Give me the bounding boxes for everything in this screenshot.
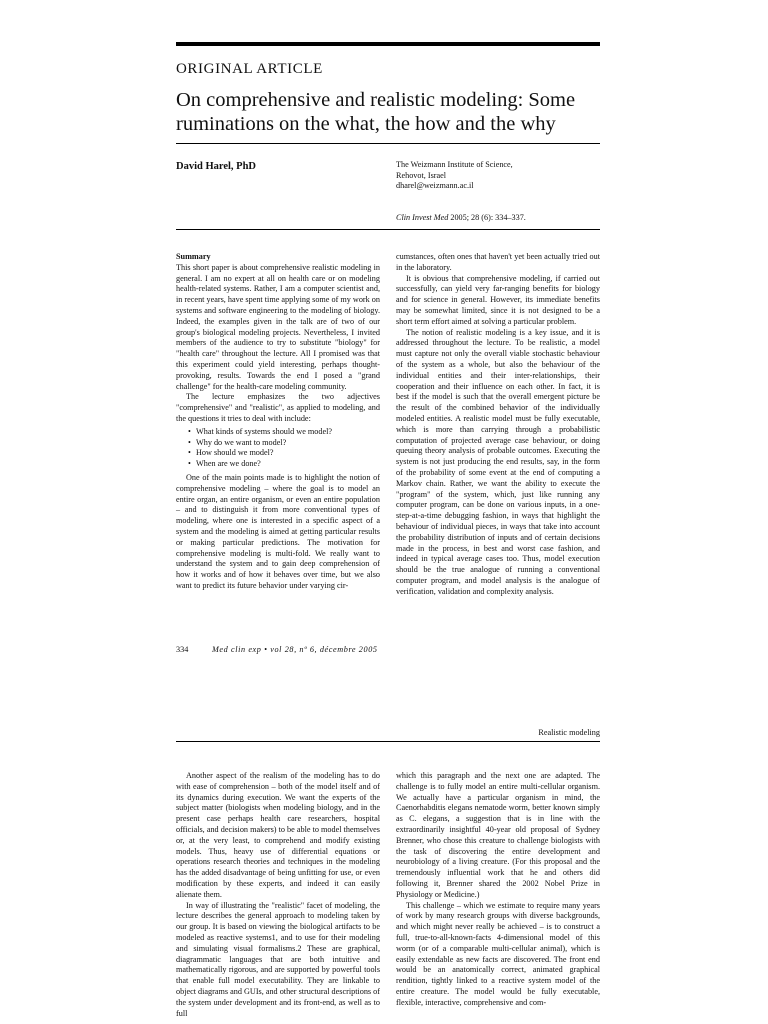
- body-paragraph: The lecture emphasizes the two adjectives "comprehensive" and "realistic", as applied to modeling, and the questions it tries to deal with include:: [176, 392, 380, 423]
- header-rule: [176, 229, 600, 230]
- journal-issue: Med clin exp • vol 28, nº 6, décembre 2005: [212, 645, 378, 654]
- body-paragraph: which this paragraph and the next one are adapted. The challenge is to fully model an entire multi-cellular organism. We actually have a particular organism in mind, the Caenorhabditis elegans nematode worm, better known simply as C. elegans, a suggestion that is in line with the extraordinarily insightful 40-year old proposal of Sydney Brenner, who chose this creature to challenge biologists with the task of discovering the entire development and neurobiology of a living creature. (For this proposal and the tremendously influential work that he and others did following it, Brenner shared the 2002 Nobel Prize in Physiology or Medicine.): [396, 771, 600, 899]
- list-item: • When are we done?: [188, 459, 380, 470]
- body-paragraph: In way of illustrating the "realistic" facet of modeling, the lecture describes the general approach to modeling taken by our group. It is based on viewing the biological artifacts to be modeled as reactive systems1, and to use for their modeling and simulating visual formalisms.2 These are graphical, diagrammatic languages that are both intuitive and mathematically rigorous, and are supported by powerful tools that enable full model executability. They are linkable to object diagrams and GUIs, and other structural descriptions of the system under development and its front-end, as well as to full: [176, 900, 380, 1018]
- running-head: Realistic modeling: [538, 728, 600, 737]
- body-paragraph: This challenge – which we estimate to require many years of work by many research groups with diverse backgrounds, and which might never really be achieved – is to construct a full, true-to-all-known-facts 4-dimensional model of this worm (or of a comparable multi-cellular animal), which is easily extendable as new facts are discovered. The front end would be an anatomically correct, animated graphical rendition, tightly linked to a reactive system model of the entire creature. The model would be fully executable, flexible, interactive, comprehensive and com-: [396, 900, 600, 1007]
- running-head-rule: [176, 741, 600, 742]
- page1-right-column: [396, 252, 600, 598]
- list-item: • Why do we want to model?: [188, 438, 380, 449]
- citation: [396, 213, 526, 222]
- page1-left-column: [176, 252, 380, 592]
- summary-heading: Summary: [176, 252, 211, 261]
- body-paragraph: It is obvious that comprehensive modeling, if carried out successfully, can yield very far-ranging benefits for biology and for science in general. However, its immediate benefits may be somewhat limited, since it is not designed to be a short term effort aimed at solving a particular problem.: [396, 273, 600, 326]
- page-number: 334: [176, 645, 189, 654]
- questions-list: [188, 427, 380, 470]
- list-item: • What kinds of systems should we model?: [188, 427, 380, 438]
- affiliation-line: The Weizmann Institute of Science,: [396, 160, 513, 169]
- body-paragraph: cumstances, often ones that haven't yet been actually tried out in the laboratory.: [396, 252, 600, 272]
- body-paragraph: The notion of realistic modeling is a key issue, and it is addressed throughout the lecture. To be realistic, a model must capture not only the overall viable stochastic behaviour of the system as a whole, but also the behaviour of the individual entities and their inter-relationships, their cooperation and their influence on each other. In fact, it is best if the model is such that the overall emergent picture be the result of the combined behavior of the individually modeled entities. A realistic model must be fully executable, which is more than carrying through a probabilistic computation of projected average case behaviour, or doing queuing theory analysis of probable outcomes. Executing the system is not just producing the end results, say, in the form of the probability of some event at the end of computing a Markov chain. Rather, we want the ability to execute the "program" of the system, which, just like running any computer program, can be done on various inputs, in a one-step-at-a-time debugging fashion, in ways that highlight the behaviour of individual pieces, in ways that take into account the probability distribution of inputs and of certain decisions made in the process, in best and worst case fashion, and indeed in typical average cases too. Thus, model execution should be the true analogue of running a conventional computer program, and model analysis is the analogue of verification, validation and complexity analysis.: [396, 327, 600, 596]
- journal-abbrev: Clin Invest Med: [396, 213, 449, 222]
- affiliation-email: dharel@weizmann.ac.il: [396, 181, 474, 190]
- page2-left-column: [176, 771, 380, 1019]
- summary-paragraph: This short paper is about comprehensive realistic modeling in general. I am no expert at all on health care or on modeling health-related systems. Rather, I am a computer scientist and, in recent years, have spent time applying some of my work on systems and software engineering to the modeling of biology. Indeed, the examples given in the talk are of two of our group's biological modeling projects. Nevertheless, I invited members of the audience to try to substitute "biology" for "health care" throughout the lecture. All I promised was that this experiment could yield interesting, perhaps thought-provoking, results. Towards the end I posed a "grand challenge" for the health-care modeling community.: [176, 262, 380, 391]
- article-type-label: ORIGINAL ARTICLE: [176, 61, 323, 77]
- page2-right-column: [396, 771, 600, 1009]
- affiliation-line: Rehovot, Israel: [396, 170, 447, 180]
- article-title: On comprehensive and realistic modeling: Some ruminations on the what, the how and the why: [176, 89, 576, 135]
- page-footer: [176, 645, 378, 654]
- title-rule: [176, 143, 600, 144]
- citation-text: 2005; 28 (6): 334–337.: [448, 213, 526, 222]
- author-name: David Harel, PhD: [176, 161, 257, 172]
- body-paragraph: One of the main points made is to highlight the notion of comprehensive modeling – where the goal is to model an entire organ, an entire organism, or even an entire population – and to distinguish it from more conventional types of modeling, where one is interested in a specific aspect of a system and the modeling is aimed at getting particular results or making particular predictions. The motivation for comprehensive modeling is multi-fold. We really want to understand the system and to gain deep comprehension of how it works and of how it behaves over time, but we also want to predict its future behavior under varying cir-: [176, 472, 380, 590]
- affiliation-block: [396, 160, 513, 192]
- list-item: • How should we model?: [188, 448, 380, 459]
- top-rule: [176, 42, 600, 46]
- body-paragraph: Another aspect of the realism of the modeling has to do with ease of comprehension – both of the model itself and of its dynamics during execution. We want the experts of the subject matter (biologists when modeling biology, and in the present case perhaps health care researchers, hospital officials, and decision makers) to be able to model themselves or, at the very least, to comprehend and modify existing models. Thus, heavy use of differential equations or operations research theories and techniques in the modeling has the added disadvantage of being unfitting for use, or even modification by these experts, and indeed it can easily alienate them.: [176, 771, 380, 899]
